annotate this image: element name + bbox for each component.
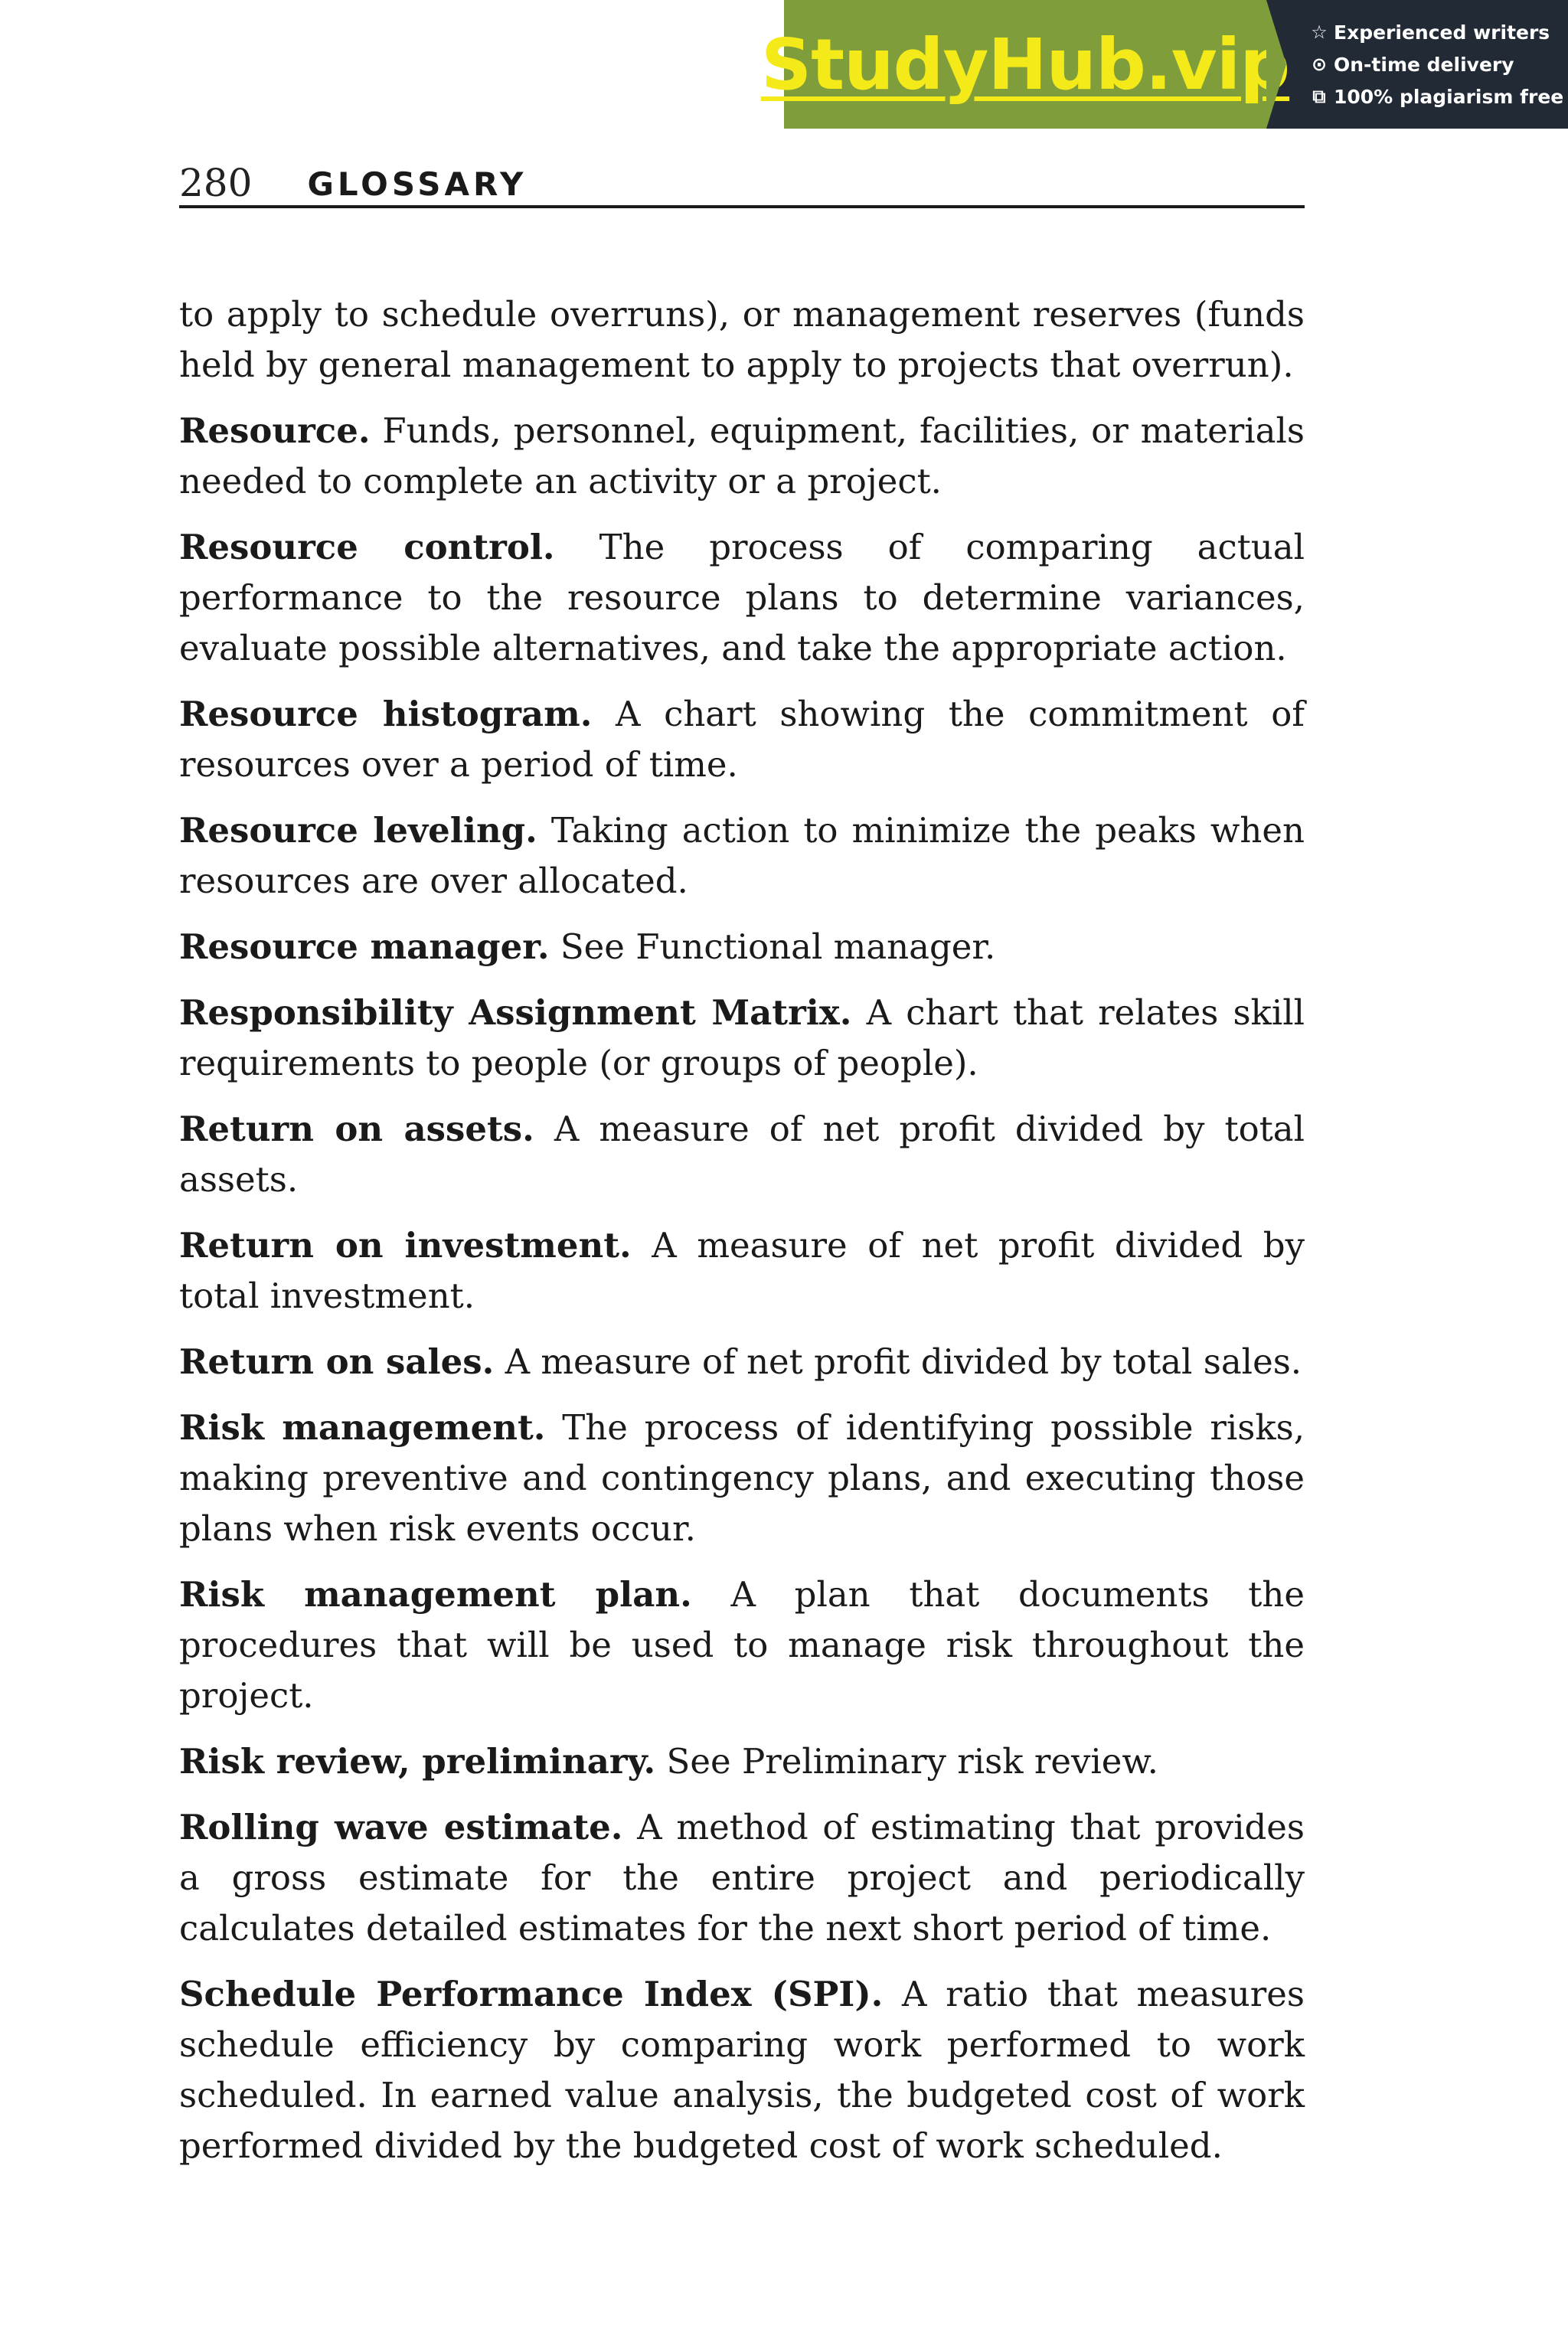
glossary-entry <box>179 1403 1305 1554</box>
glossary-entry <box>179 1104 1305 1205</box>
glossary-definition: See Preliminary risk review. <box>666 1741 1158 1782</box>
glossary-term: Resource control. <box>179 527 555 567</box>
glossary-definition: A method of estimating that provides a gross estimate for the entire project and periodically calculates detailed estimates for the next short period of time. <box>179 1807 1305 1949</box>
glossary-entry <box>179 689 1305 790</box>
star-outline-icon: ☆ <box>1311 21 1328 43</box>
glossary-term: Return on sales. <box>179 1341 495 1382</box>
page-number: 280 <box>179 161 253 205</box>
glossary-definition: Taking action to minimize the peaks when resources are over allocated. <box>179 810 1305 901</box>
glossary-entry <box>179 922 1305 972</box>
continued-definition: to apply to schedule overruns), or management reserves (funds held by general management to apply to projects that overrun). <box>179 294 1305 385</box>
feature-item <box>1309 83 1568 109</box>
glossary-entry <box>179 805 1305 906</box>
glossary-definition: A measure of net profit divided by total investment. <box>179 1225 1305 1316</box>
glossary-term: Risk management plan. <box>179 1574 692 1615</box>
glossary-term: Return on investment. <box>179 1225 632 1266</box>
glossary-definition: A chart showing the commitment of resources over a period of time. <box>179 694 1305 785</box>
feature-label: On-time delivery <box>1334 53 1514 76</box>
glossary-entry <box>179 1969 1305 2171</box>
glossary-entry <box>179 1736 1305 1787</box>
glossary-term: Return on assets. <box>179 1109 534 1149</box>
glossary-definition: A measure of net profit divided by total sales. <box>505 1341 1302 1382</box>
glossary-term: Resource. <box>179 410 371 451</box>
promo-banner[interactable] <box>760 0 1568 129</box>
glossary-entry <box>179 1220 1305 1321</box>
glossary-entry <box>179 1570 1305 1721</box>
feature-label: Experienced writers <box>1334 21 1550 44</box>
glossary-term: Resource leveling. <box>179 810 537 851</box>
glossary-body <box>179 289 1305 2187</box>
glossary-term: Risk management. <box>179 1407 546 1448</box>
feature-list <box>1266 0 1568 129</box>
glossary-definition: A plan that documents the procedures that will be used to manage risk throughout the project. <box>179 1574 1305 1716</box>
glossary-definition: Funds, personnel, equipment, facilities, or materials needed to complete an activity or a project. <box>179 410 1305 501</box>
glossary-term: Resource histogram. <box>179 694 593 734</box>
clock-icon: ⊙ <box>1311 54 1328 75</box>
copy-check-icon: ⧉ <box>1312 86 1326 107</box>
glossary-entry <box>179 406 1305 507</box>
glossary-definition: A ratio that measures schedule efficiency by comparing work performed to work scheduled. In earned value analysis, the budgeted cost of work performed divided by the budgeted cost of work scheduled. <box>179 1974 1305 2166</box>
glossary-definition: See Functional manager. <box>560 926 996 967</box>
glossary-entry <box>179 522 1305 674</box>
section-title: GLOSSARY <box>307 165 528 203</box>
glossary-definition: The process of identifying possible risks, making preventive and contingency plans, and executing those plans when risk events occur. <box>179 1407 1305 1549</box>
brand-name[interactable]: StudyHub.vip <box>760 23 1290 106</box>
feature-item <box>1309 51 1568 77</box>
glossary-term: Resource manager. <box>179 926 550 967</box>
feature-label: 100% plagiarism free <box>1334 85 1564 108</box>
glossary-definition: The process of comparing actual performance to the resource plans to determine variances, evaluate possible alternatives, and take the appropriate action. <box>179 527 1305 668</box>
glossary-definition: A measure of net profit divided by total assets. <box>179 1109 1305 1200</box>
glossary-entry <box>179 1802 1305 1954</box>
glossary-term: Risk review, preliminary. <box>179 1741 656 1782</box>
brand-logo[interactable] <box>760 0 1290 129</box>
glossary-term: Schedule Performance Index (SPI). <box>179 1974 884 2014</box>
glossary-term: Rolling wave estimate. <box>179 1807 623 1847</box>
glossary-entry <box>179 1337 1305 1387</box>
glossary-definition: A chart that relates skill requirements to people (or groups of people). <box>179 992 1305 1083</box>
glossary-term: Responsibility Assignment Matrix. <box>179 992 852 1033</box>
glossary-entry <box>179 988 1305 1089</box>
feature-item <box>1309 19 1568 45</box>
running-head <box>179 161 1305 208</box>
